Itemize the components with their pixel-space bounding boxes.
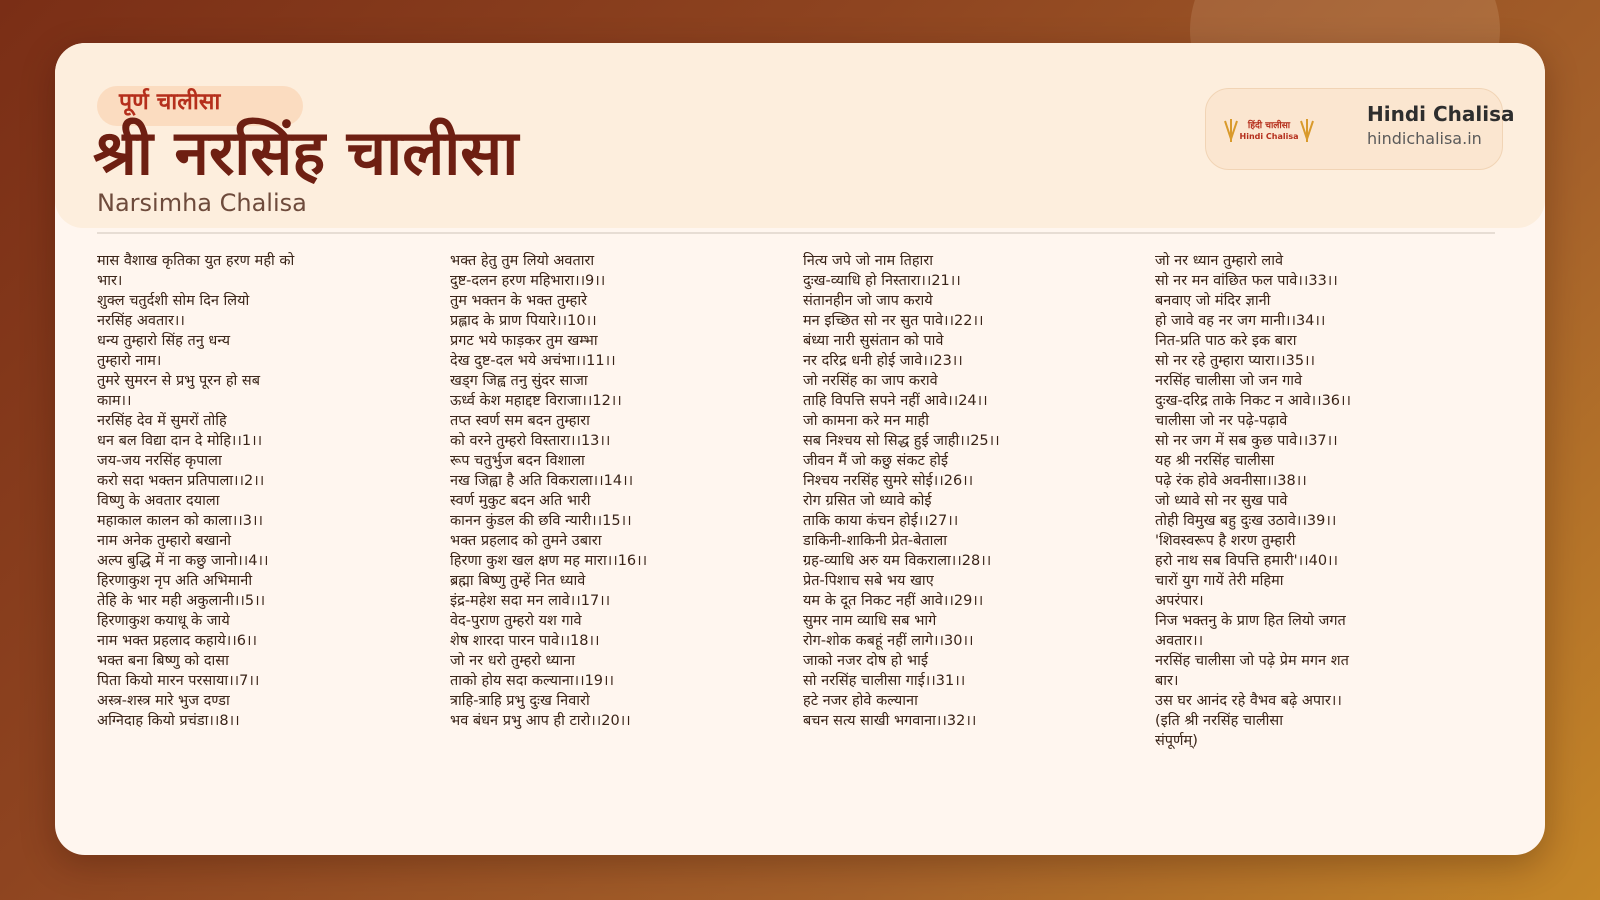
- lyrics-column-4: [1155, 251, 1395, 751]
- verse-line: धन्य तुम्हारो सिंह तनु धन्य: [97, 333, 231, 349]
- verse-line: रूप चतुर्भुज बदन विशाला: [450, 453, 585, 469]
- verse-line: प्रगट भये फाड़कर तुम खम्भा: [450, 333, 598, 349]
- verse-line: रोग-शोक कबहूं नहीं लागे।।30।।: [803, 633, 974, 649]
- verse-line: अपरंपार।: [1155, 593, 1204, 609]
- verse-line: सो नरसिंह चालीसा गाई।।31।।: [803, 673, 966, 689]
- verse-line: जो ध्यावे सो नर सुख पावे: [1155, 493, 1288, 509]
- verse-line: हटे नजर होवे कल्याना: [803, 693, 918, 709]
- verse-line: रोग ग्रसित जो ध्यावे कोई: [803, 493, 932, 509]
- brand-name: Hindi Chalisa: [1367, 102, 1515, 126]
- verse-line: कानन कुंडल की छवि न्यारी।।15।।: [450, 513, 632, 529]
- verse-line: ताको होय सदा कल्याना।।19।।: [450, 673, 615, 689]
- verse-line: भव बंधन प्रभु आप ही टारो।।20।।: [450, 713, 631, 729]
- logo-text-hindi: हिंदी चालीसा: [1247, 121, 1291, 131]
- verse-line: महाकाल कालन को काला।।3।।: [97, 513, 264, 529]
- verse-line: खड्ग जिह्व तनु सुंदर साजा: [450, 373, 588, 389]
- verse-line: करो सदा भक्तन प्रतिपाला।।2।।: [97, 473, 265, 489]
- verse-line: (इति श्री नरसिंह चालीसा: [1155, 713, 1283, 729]
- verse-line: भक्त प्रहलाद को तुमने उबारा: [450, 533, 602, 549]
- verse-line: चालीसा जो नर पढ़े-पढ़ावे: [1155, 413, 1288, 429]
- verse-line: 'शिवस्वरूप है शरण तुम्हारी: [1155, 533, 1296, 549]
- verse-line: अग्निदाह कियो प्रचंडा।।8।।: [97, 713, 240, 729]
- verse-line: ऊर्ध्व केश महाद्दष्ट विराजा।।12।।: [450, 393, 622, 409]
- badge-label: पूर्ण चालीसा: [119, 89, 221, 115]
- header-panel: [55, 43, 1545, 228]
- verse-line: तेहि के भार मही अकुलानी।।5।।: [97, 593, 266, 609]
- verse-line: सब निश्चय सो सिद्ध हुई जाही।।25।।: [803, 433, 1000, 449]
- lyrics-column-3: [803, 251, 1043, 731]
- verse-line: यह श्री नरसिंह चालीसा: [1155, 453, 1275, 469]
- logo-text-english: Hindi Chalisa: [1239, 132, 1299, 141]
- page-title: श्री नरसिंह चालीसा: [93, 116, 519, 189]
- verse-line: जीवन मैं जो कछु संकट होई: [803, 453, 948, 469]
- verse-line: प्रेत-पिशाच सबे भय खाए: [803, 573, 934, 589]
- verse-line: तुम भक्तन के भक्त तुम्हारे: [450, 293, 588, 309]
- verse-line: नाम अनेक तुम्हारो बखानो: [97, 533, 232, 549]
- verse-line: शुक्ल चतुर्दशी सोम दिन लियो: [97, 293, 250, 309]
- verse-line: अल्प बुद्धि में ना कछु जानो।।4।।: [97, 553, 269, 569]
- verse-line: बनवाए जो मंदिर ज्ञानी: [1155, 293, 1271, 309]
- verse-line: वेद-पुराण तुम्हरो यश गावे: [450, 613, 582, 629]
- verse-line: हिरणा कुश खल क्षण मह मारा।।16।।: [450, 553, 648, 569]
- verse-line: संतानहीन जो जाप कराये: [803, 293, 933, 309]
- verse-line: जय-जय नरसिंह कृपाला: [97, 453, 222, 469]
- verse-line: निश्चय नरसिंह सुमरे सोई।।26।।: [803, 473, 974, 489]
- verse-line: को वरने तुम्हरो विस्तारा।।13।।: [450, 433, 611, 449]
- verse-line: भक्त हेतु तुम लियो अवतारा: [450, 253, 595, 269]
- verse-line: ताहि विपत्ति सपने नहीं आवे।।24।।: [803, 393, 988, 409]
- verse-line: देख दुष्ट-दल भये अचंभा।।11।।: [450, 353, 616, 369]
- lyrics-column-1: [97, 251, 337, 731]
- verse-line: हिरणाकुश कयाधू के जाये: [97, 613, 230, 629]
- hindi-chalisa-logo-icon: [1222, 115, 1316, 145]
- verse-line: चारों युग गायें तेरी महिमा: [1155, 573, 1284, 589]
- verse-line: काम।।: [97, 393, 132, 409]
- verse-line: विष्णु के अवतार दयाला: [97, 493, 220, 509]
- verse-line: तुम्हारो नाम।: [97, 353, 162, 369]
- verse-line: नाम भक्त प्रहलाद कहाये।।6।।: [97, 633, 257, 649]
- verse-line: सो नर मन वांछित फल पावे।।33।।: [1155, 273, 1338, 289]
- verse-line: हिरणाकुश नृप अति अभिमानी: [97, 573, 253, 589]
- verse-line: उस घर आनंद रहे वैभव बढ़े अपार।।: [1155, 693, 1342, 709]
- verse-line: तप्त स्वर्ण सम बदन तुम्हारा: [450, 413, 590, 429]
- verse-line: ब्रह्मा बिष्णु तुम्हें नित ध्यावे: [450, 573, 586, 589]
- verse-line: अवतार।।: [1155, 633, 1204, 649]
- verse-line: जो कामना करे मन माही: [803, 413, 929, 429]
- lyrics-column-2: [450, 251, 690, 731]
- verse-line: निज भक्तनु के प्राण हित लियो जगत: [1155, 613, 1346, 629]
- verse-line: बंध्या नारी सुसंतान को पावे: [803, 333, 944, 349]
- brand-url[interactable]: hindichalisa.in: [1367, 129, 1482, 148]
- verse-line: सुमर नाम व्याधि सब भागे: [803, 613, 937, 629]
- verse-line: दुष्ट-दलन हरण महिभारा।।9।।: [450, 273, 606, 289]
- verse-line: तुमरे सुमरन से प्रभु पूरन हो सब: [97, 373, 260, 389]
- verse-line: पिता कियो मारन परसाया।।7।।: [97, 673, 260, 689]
- verse-line: डाकिनी-शाकिनी प्रेत-बेताला: [803, 533, 947, 549]
- verse-line: सो नर रहे तुम्हारा प्यारा।।35।।: [1155, 353, 1316, 369]
- verse-line: नख जिह्वा है अति विकराला।।14।।: [450, 473, 634, 489]
- verse-line: अस्त्र-शस्त्र मारे भुज दण्डा: [97, 693, 230, 709]
- verse-line: यम के दूत निकट नहीं आवे।।29।।: [803, 593, 984, 609]
- verse-line: नित्य जपे जो नाम तिहारा: [803, 253, 933, 269]
- verse-line: त्राहि-त्राहि प्रभु दुःख निवारो: [450, 693, 590, 709]
- header-divider: [97, 232, 1495, 234]
- verse-line: ताकि काया कंचन होई।।27।।: [803, 513, 959, 529]
- verse-line: प्रह्लाद के प्राण पियारे।।10।।: [450, 313, 597, 329]
- verse-line: संपूर्णम्): [1155, 733, 1198, 749]
- verse-line: हो जावे वह नर जग मानी।।34।।: [1155, 313, 1326, 329]
- verse-line: दुःख-दरिद्र ताके निकट न आवे।।36।।: [1155, 393, 1352, 409]
- verse-line: तोही विमुख बहु दुःख उठावे।।39।।: [1155, 513, 1337, 529]
- verse-line: इंद्र-महेश सदा मन लावे।।17।।: [450, 593, 611, 609]
- verse-line: जो नर धरो तुम्हरो ध्याना: [450, 653, 575, 669]
- verse-line: जो नर ध्यान तुम्हारो लावे: [1155, 253, 1284, 269]
- verse-line: पढ़े रंक होवे अवनीसा।।38।।: [1155, 473, 1307, 489]
- verse-line: धन बल विद्या दान दे मोहि।।1।।: [97, 433, 263, 449]
- verse-line: भार।: [97, 273, 123, 289]
- verse-line: दुःख-व्याधि हो निस्तारा।।21।।: [803, 273, 961, 289]
- verse-line: मन इच्छित सो नर सुत पावे।।22।।: [803, 313, 984, 329]
- verse-line: नरसिंह चालीसा जो जन गावे: [1155, 373, 1303, 389]
- chalisa-card: [55, 43, 1545, 855]
- verse-line: नरसिंह अवतार।।: [97, 313, 185, 329]
- verse-line: ग्रह-व्याधि अरु यम विकराला।।28।।: [803, 553, 992, 569]
- verse-line: नरसिंह चालीसा जो पढ़े प्रेम मगन शत: [1155, 653, 1349, 669]
- verse-line: जाको नजर दोष हो भाई: [803, 653, 928, 669]
- verse-line: नरसिंह देव में सुमरों तोहि: [97, 413, 227, 429]
- verse-line: मास वैशाख कृतिका युत हरण मही को: [97, 253, 295, 269]
- brand-box[interactable]: [1205, 88, 1515, 170]
- verse-line: भक्त बना बिष्णु को दासा: [97, 653, 229, 669]
- verse-line: बार।: [1155, 673, 1179, 689]
- verse-line: शेष शारदा पारन पावे।।18।।: [450, 633, 600, 649]
- verse-line: सो नर जग में सब कुछ पावे।।37।।: [1155, 433, 1338, 449]
- verse-line: हरो नाथ सब विपत्ति हमारी'।।40।।: [1155, 553, 1339, 569]
- verse-line: जो नरसिंह का जाप करावे: [803, 373, 938, 389]
- verse-line: नित-प्रति पाठ करे इक बारा: [1155, 333, 1297, 349]
- verse-line: स्वर्ण मुकुट बदन अति भारी: [450, 493, 591, 509]
- page-subtitle: Narsimha Chalisa: [97, 189, 307, 217]
- verse-line: बचन सत्य साखी भगवाना।।32।।: [803, 713, 977, 729]
- verse-line: नर दरिद्र धनी होई जावे।।23।।: [803, 353, 963, 369]
